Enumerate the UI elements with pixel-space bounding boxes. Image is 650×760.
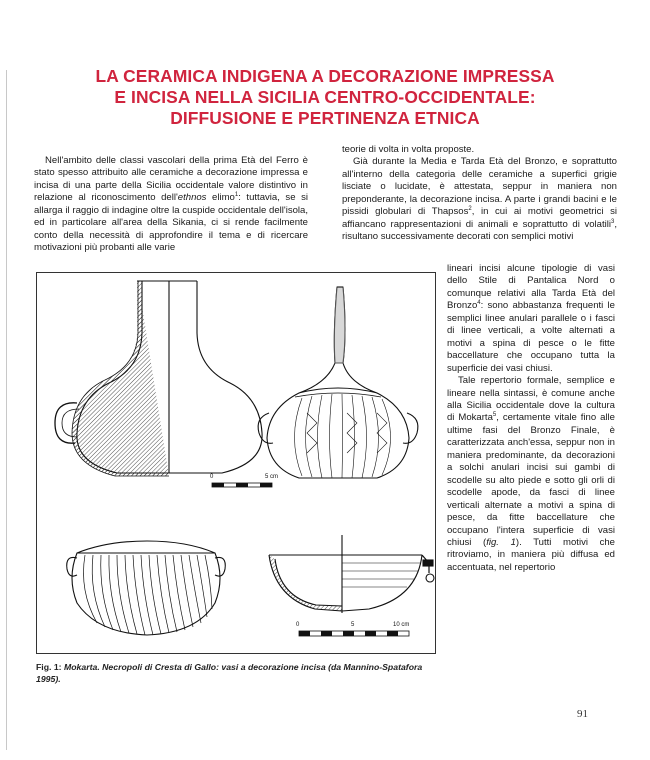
text-span: ). Tutti motivi che ritroviamo, in maniera più diffusa ed accentuata, nel repertorio [447, 536, 615, 573]
scale-bar-large [296, 622, 409, 636]
right-column-text [342, 144, 617, 244]
footnote-ref: 3 [611, 218, 615, 225]
paragraph-continuation: teorie di volta in volta proposte. [342, 144, 475, 155]
text-span: : sono abbastanza frequenti le semplici linee anulari parallele o i fasci di linee verticali, a volte alternati a motivi a spina di pesce o le fitte baccellature che occupano tutta la superficie dei vasi chiusi. [447, 300, 615, 374]
figure-pottery-drawings [36, 272, 436, 654]
title-line-2: E INCISA NELLA SICILIA CENTRO-OCCIDENTALE: [114, 87, 536, 107]
text-span: elimo [206, 192, 235, 204]
article-title [30, 66, 620, 129]
text-span: : tuttavia, se si allarga il raggio di indagine oltre la cuspide occidentale dell'isola, ed in particolare all'area della Sikania, ci si rende facilmente conto della necessità di approfondire il tema e di ricercare motivazioni più probanti alle varie [34, 192, 308, 254]
footnote-ref: 4 [477, 300, 481, 307]
paragraph-bronze-age [342, 156, 617, 243]
text-span: , certamente vitale fino alle ultime fasi del Bronzo Finale, è caratterizzata anch'essa, seppur non in maniera predominante, da decorazioni a solchi anulari incisi sui gambi di scodelle su alto piede e sotto gli orli di scodelle apode, da fasci di linee verticali alternate a motivi a spina di pesce, da fitte baccellature che occupano l'intera superficie di vasi chiusi ( [447, 412, 615, 548]
footnote-ref: 2 [468, 206, 472, 213]
page-number: 91 [577, 708, 588, 720]
title-line-3: DIFFUSIONE E PERTINENZA ETNICA [170, 108, 480, 128]
text-italic: ethnos [177, 192, 207, 204]
text-span: Già durante la Media e Tarda Età del Bronzo, e soprattutto all'interno della categoria delle ceramiche a superfici grigie lisciate o lucidate, è attestata, seppur in maniera non preponderante, la decorazione incisa. A parte i grandi bacini e le pissidi globulari di Thapsos [342, 156, 617, 218]
scale-label: 5 cm [265, 474, 279, 480]
scale-label: 10 cm [393, 622, 410, 628]
left-column-text [34, 155, 308, 255]
page-edge-rule [6, 70, 7, 750]
paragraph-intro [34, 155, 308, 255]
narrow-column-text [447, 263, 615, 574]
vessel-ribbed-pot [67, 541, 226, 635]
paragraph-mokarta [447, 375, 615, 574]
caption-label: Fig. 1: [36, 662, 62, 672]
text-span: , risultano successivamente decorati con semplici motivi [342, 218, 617, 243]
text-span: Nell'ambito delle classi vascolari della prima Età del Ferro è stato spesso attribuito alle ceramiche a decorazione impressa e incisa di una parte della Sicilia occidentale valore distintivo in relazione al riconoscimento dell' [34, 155, 308, 204]
footnote-ref: 5 [492, 412, 497, 419]
scale-label: 0 [296, 622, 300, 628]
vessel-decorated-bottle [258, 287, 418, 478]
scale-bar-small [210, 474, 278, 487]
text-span: lineari incisi alcune tipologie di vasi dello Stile di Pantalica Nord o comunque relativi alla Tarda Età del Bronzo [447, 263, 615, 312]
scale-label: 5 [351, 622, 355, 628]
text-span: , in cui ai motivi geometrici si affiancano rappresentazioni di animali e soprattutto di volatili [342, 206, 617, 230]
footnote-ref: 1 [234, 192, 239, 199]
vessel-bowl-section [269, 535, 434, 613]
figure-reference: fig. 1 [486, 536, 516, 548]
vessel-section-drawing [55, 281, 262, 476]
figure-caption [36, 662, 441, 685]
pottery-illustration [37, 273, 435, 653]
title-line-1: LA CERAMICA INDIGENA A DECORAZIONE IMPRESSA [95, 66, 555, 86]
caption-text: Mokarta. Necropoli di Cresta di Gallo: vasi a decorazione incisa (da Mannino-Spatafora 1995). [36, 662, 423, 684]
scale-label: 0 [210, 474, 214, 480]
paragraph-pantalica [447, 263, 615, 375]
text-span: Tale repertorio formale, semplice e lineare nella sintassi, è comune anche alla Sicilia occidentale dove la cultura di Mokarta [447, 375, 615, 424]
